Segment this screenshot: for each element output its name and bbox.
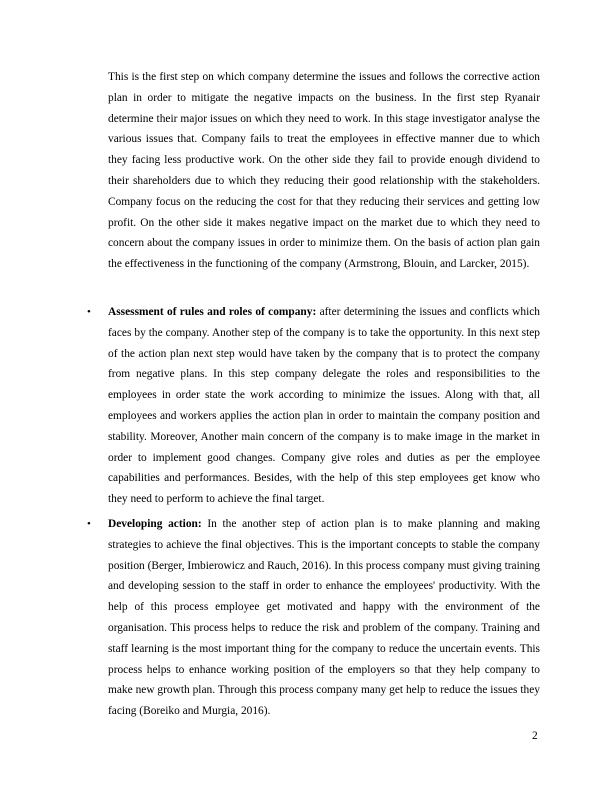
bullet-heading: Developing action: bbox=[108, 518, 202, 530]
page-number: 2 bbox=[532, 730, 538, 742]
bullet-item-developing-action bbox=[108, 514, 540, 722]
bullet-item-assessment bbox=[108, 302, 540, 510]
intro-paragraph: This is the first step on which company determine the issues and follows the corrective action plan in order to mitigate the negative impacts on the business. In the first step Ryanair determine their major issues on which they need to work. In this stage investigator analyse the various issues that. Company fails to treat the employees in effective manner due to which they facing less productive work. On the other side they fail to provide enough dividend to their shareholders due to which they reducing their good relationship with the stakeholders. Company focus on the reducing the cost for that they reducing their services and getting low profit. On the other side it makes negative impact on the market due to which they need to concern about the company issues in order to minimize them. On the basis of action plan gain the effectiveness in the functioning of the company (Armstrong, Blouin, and Larcker, 2015). bbox=[108, 71, 540, 271]
bullet-heading: Assessment of rules and roles of company: bbox=[108, 306, 317, 318]
bullet-text: In the another step of action plan is to make planning and making strategies to achieve the final objectives. This is the important concepts to stable the company position (Berger, Imbierowicz and Rauch, 2016). In this process company must giving training and developing session to the staff in order to enhance the employees' productivity. With the help of this process employee get motivated and happy with the environment of the organisation. This process helps to reduce the risk and problem of the company. Training and staff learning is the most important thing for the company to reduce the uncertain events. This process helps to enhance working position of the employers so that they help company to make new growth plan. Through this process company many get help to reduce the issues they facing (Boreiko and Murgia, 2016). bbox=[108, 518, 540, 718]
bullet-text: after determining the issues and conflicts which faces by the company. Another step of the company is to take the opportunity. In this next step of the action plan next step would have taken by the company that is to protect the company from negative plans. In this step company delegate the roles and responsibilities to the employees in order state the work according to minimize the issues. Along with that, all employees and workers applies the action plan in order to maintain the company position and stability. Moreover, Another main concern of the company is to make image in the market in order to implement good changes. Company give roles and duties as per the employee capabilities and performances. Besides, with the help of this step employees get know who they need to perform to achieve the final target. bbox=[108, 306, 540, 506]
bullet-marker: • bbox=[87, 306, 91, 318]
bullet-marker: • bbox=[87, 518, 91, 530]
